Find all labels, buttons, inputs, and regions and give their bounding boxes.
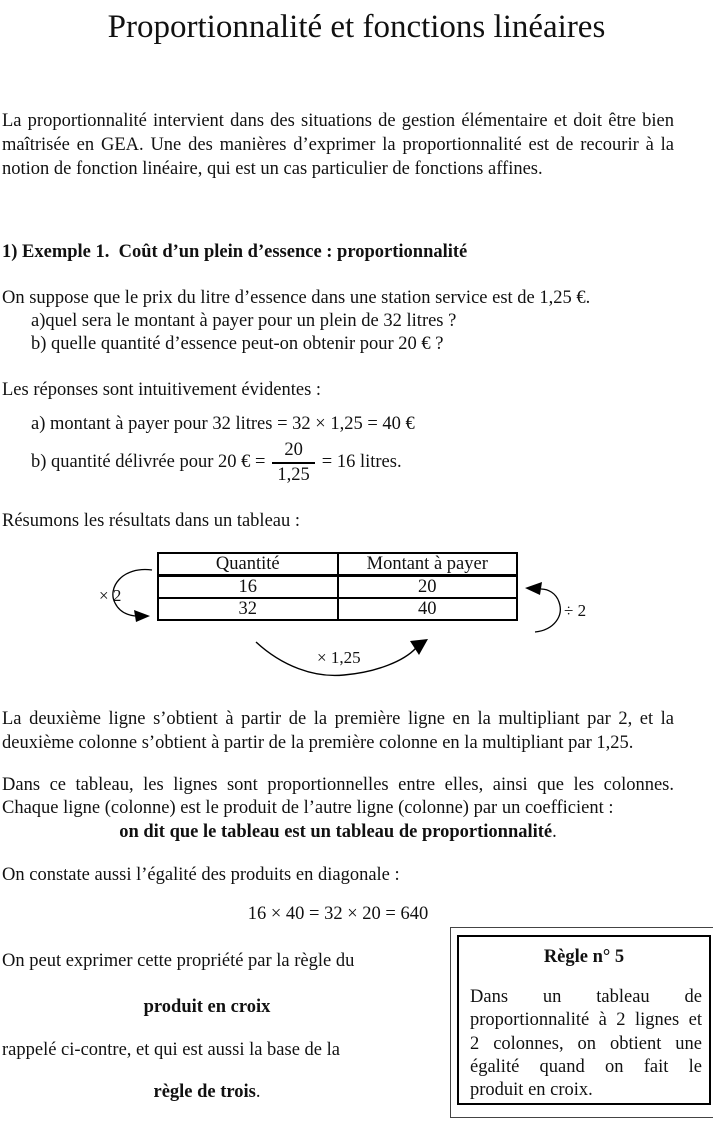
fraction-numerator: 20: [284, 439, 303, 460]
fraction-denominator: 1,25: [272, 462, 314, 486]
table-intro: Résumons les résultats dans un tableau :: [2, 511, 301, 531]
question-b: b) quelle quantité d’essence peut-on obtenir pour 20 € ?: [31, 334, 444, 354]
intro-line: La proportionnalité intervient dans des situations de gestion élémentaire et doit être bien: [2, 111, 674, 131]
cell-amount-1: 20: [338, 576, 518, 599]
paragraph-line: Chaque ligne (colonne) est le produit de l’autre ligne (colonne) par un coefficient :: [2, 798, 614, 818]
table-header-row: [158, 553, 517, 576]
question-a: a)quel sera le montant à payer pour un plein de 32 litres ?: [31, 311, 457, 331]
cross-product-bold: produit en croix: [143, 997, 271, 1017]
proportionality-table: [157, 552, 518, 621]
rule-box-body: [459, 986, 709, 1102]
multiply-by-1-25-arc-arrow: [252, 634, 434, 684]
divide-by-2-label: ÷ 2: [564, 601, 587, 620]
cross-rule-text-2: rappelé ci-contre, et qui est aussi la base de la: [2, 1040, 340, 1060]
intro-line: maîtrisée en GEA. Une des manières d’exprimer la proportionnalité est de recourir à la: [2, 135, 674, 155]
paragraph-proportional: [2, 774, 674, 820]
rule-box-line: 2 colonnes, on obtient une: [470, 1033, 702, 1054]
rule-of-three-line: [0, 1080, 414, 1104]
rule-box: [457, 935, 711, 1105]
answers-intro: Les réponses sont intuitivement évidentes :: [2, 380, 322, 400]
multiply-by-2-arc-arrow: [106, 562, 160, 626]
period: .: [255, 1082, 261, 1102]
page-title: Proportionnalité et fonctions linéaires: [107, 9, 606, 45]
intro-paragraph: [2, 109, 674, 181]
answer-b-line: [31, 436, 402, 488]
answer-b-suffix: = 16 litres.: [321, 452, 402, 472]
header-quantity: Quantité: [158, 553, 338, 576]
section-heading: 1) Exemple 1. Coût d’un plein d’essence : proportionnalité: [2, 242, 468, 262]
rule-box-line: proportionnalité à 2 lignes et: [470, 1010, 702, 1031]
intro-line: notion de fonction linéaire, qui est un cas particulier de fonctions affines.: [2, 159, 543, 179]
paragraph-line: La deuxième ligne s’obtient à partir de la première ligne en la multipliant par 2, et la: [2, 709, 674, 729]
rule-box-outer-frame: [450, 927, 713, 1118]
multiply-by-2-label: × 2: [99, 586, 122, 605]
rule-box-title: Règle n° 5: [543, 947, 625, 967]
divide-by-2-arc-arrow: [514, 579, 572, 639]
proportionality-statement: [0, 820, 676, 844]
cell-amount-2: 40: [338, 598, 518, 620]
multiply-by-1-25-label: × 1,25: [317, 648, 361, 667]
rule-box-line: Dans un tableau de: [470, 987, 702, 1007]
fraction: [272, 439, 314, 486]
cell-quantity-2: 32: [158, 598, 338, 620]
proportionality-statement-bold: on dit que le tableau est un tableau de proportionnalité: [119, 822, 553, 842]
cross-product-equation: 16 × 40 = 32 × 20 = 640: [247, 904, 429, 924]
paragraph-line: deuxième colonne s’obtient à partir de la première colonne en la multipliant par 1,25.: [2, 733, 634, 753]
cell-quantity-1: 16: [158, 576, 338, 599]
rule-of-three-bold: règle de trois: [153, 1082, 256, 1102]
diagonal-products-intro: On constate aussi l’égalité des produits en diagonale :: [2, 865, 400, 885]
paragraph-rows-columns: [2, 707, 674, 755]
period: .: [552, 822, 557, 842]
premise-text: On suppose que le prix du litre d’essence dans une station service est de 1,25 €.: [2, 288, 591, 308]
cross-rule-text-1: On peut exprimer cette propriété par la règle du: [2, 951, 355, 971]
answer-b-prefix: b) quantité délivrée pour 20 € =: [31, 452, 266, 472]
header-amount: Montant à payer: [338, 553, 518, 576]
rule-box-line: produit en croix.: [470, 1080, 593, 1101]
table-row: [158, 576, 517, 599]
answer-a: a) montant à payer pour 32 litres = 32 × 1,25 = 40 €: [31, 414, 415, 434]
rule-box-line: égalité quand on fait le: [470, 1056, 702, 1077]
table-row: [158, 598, 517, 620]
paragraph-line: Dans ce tableau, les lignes sont proportionnelles entre elles, ainsi que les colonnes.: [2, 775, 674, 795]
